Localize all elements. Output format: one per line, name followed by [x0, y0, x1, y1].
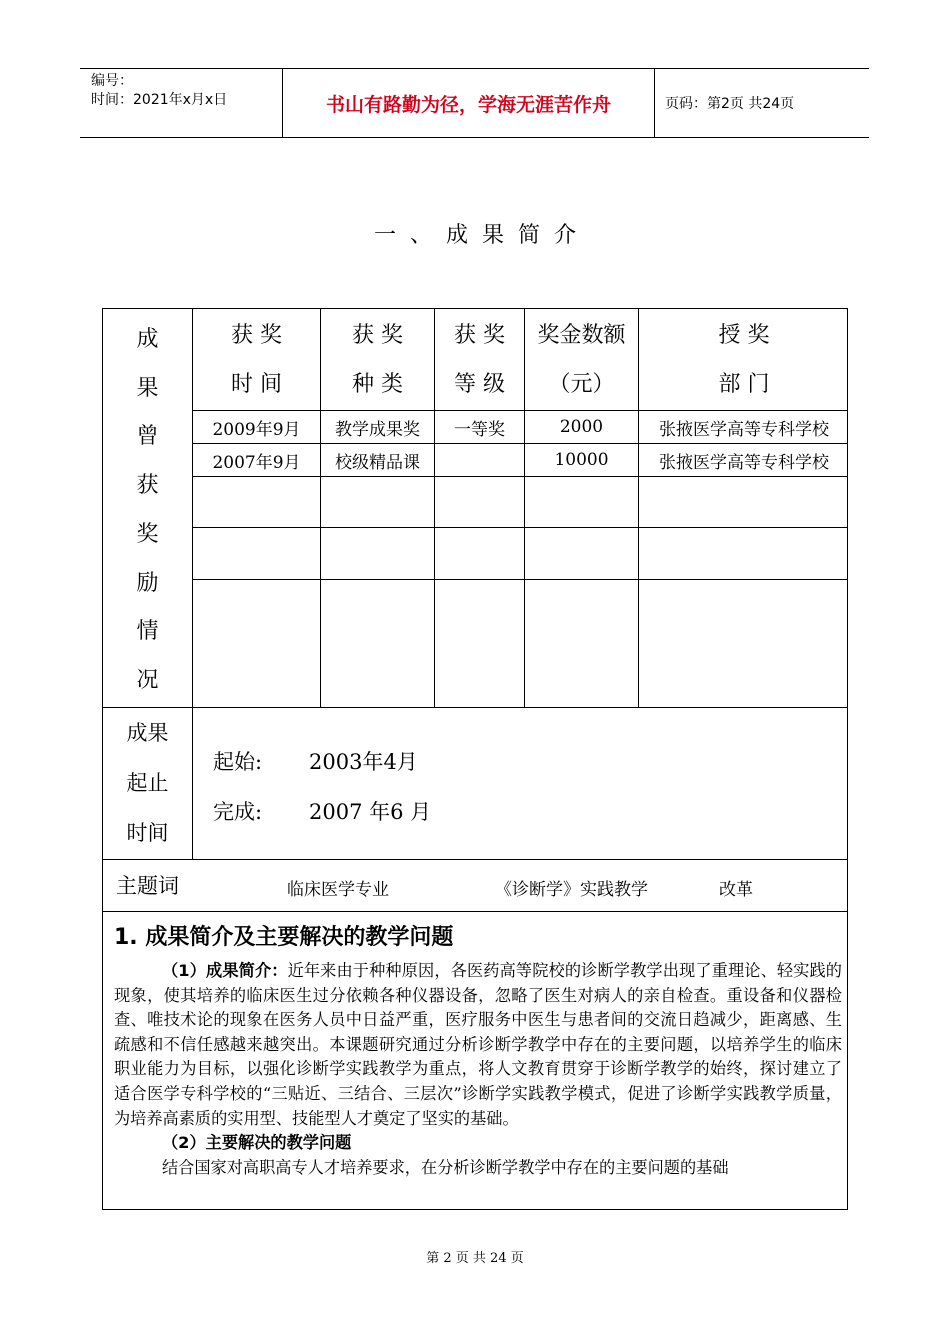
side-char: 励: [136, 570, 159, 596]
start-value: 2003年4月: [309, 750, 418, 774]
side-char: 成: [136, 326, 159, 352]
table-cell: 张掖医学高等专科学校: [659, 452, 829, 473]
header-page-info: 页码：第2页 共24页: [665, 96, 795, 112]
period-label-line: 起止: [126, 771, 169, 795]
divider: [103, 707, 848, 708]
summary-heading: 1. 成果简介及主要解决的教学问题: [114, 925, 454, 950]
header-line: 获 奖: [231, 322, 282, 348]
achievement-table: [102, 308, 848, 1210]
paragraph-label: （1）成果简介：: [162, 961, 288, 980]
header-award-type: [321, 309, 434, 410]
page-header: [80, 68, 869, 138]
header-meta: [80, 69, 282, 137]
divider: [192, 527, 848, 528]
keywords-label: 主题词: [116, 874, 179, 898]
period-values: [213, 737, 431, 837]
table-cell: 教学成果奖: [335, 419, 420, 440]
header-prize-amount: [525, 309, 638, 410]
period-label: [103, 707, 192, 859]
header-award-level: [435, 309, 524, 410]
table-cell: 2009年9月: [212, 419, 301, 440]
header-line: 等 级: [454, 371, 505, 397]
paragraph-text: 近年来由于种种原因，各医药高等院校的诊断学教学出现了重理论、轻实践的现象，使其培养的临床医生过分依赖各种仪器设备，忽略了医生对病人的亲自检查。重设备和仪器检查、唯技术论的现象在医务人员中日益严重，医疗服务中医生与患者间的交流日趋减少，距离感、生疏感和不信任感越来越突出。本课题研究通过分析诊断学教学中存在的主要问题，以培养学生的临床职业能力为目标，以强化诊断学实践教学为重点，将人文教育贯穿于诊断学教学的始终，探讨建立了适合医学专科学校的“三贴近、三结合、三层次”诊断学实践教学模式，促进了诊断学实践教学质量，为培养高素质的实用型、技能型人才奠定了坚实的基础。: [114, 961, 842, 1128]
divider: [192, 476, 848, 477]
date-label: 时间：2021年x月x日: [91, 92, 228, 108]
table-cell: 2000: [559, 417, 604, 437]
header-award-time: [193, 309, 320, 410]
number-label: 编号：: [91, 73, 133, 89]
header-line: 奖金数额: [537, 322, 626, 348]
period-label-line: 时间: [126, 821, 169, 845]
end-value: 2007 年6 月: [309, 800, 432, 824]
side-char: 果: [136, 375, 159, 401]
keyword: 临床医学专业: [287, 880, 389, 900]
start-label: 起始:: [213, 750, 263, 774]
divider: [192, 579, 848, 580]
table-cell: 张掖医学高等专科学校: [659, 419, 829, 440]
summary-section: [114, 923, 842, 1180]
summary-paragraph: 结合国家对高职高专人才培养要求，在分析诊断学教学中存在的主要问题的基础: [162, 1157, 729, 1177]
table-cell: [435, 444, 524, 476]
page-footer: 第 2 页 共 24 页: [426, 1251, 524, 1266]
header-line: 授 奖: [718, 322, 770, 348]
table-cell: 10000: [554, 450, 609, 470]
header-awarding-dept: [639, 309, 848, 410]
period-label-line: 成果: [126, 721, 169, 745]
divider: [103, 911, 848, 912]
section-title: 一、成果简介: [373, 223, 590, 248]
side-char: 奖: [136, 521, 159, 547]
header-line: 获 奖: [454, 322, 505, 348]
keyword: 《诊断学》实践教学: [495, 880, 648, 900]
header-line: 获 奖: [352, 322, 403, 348]
header-line: （元）: [548, 371, 615, 397]
period-end: [213, 787, 431, 837]
keyword: 改革: [719, 880, 753, 900]
side-char: 况: [136, 668, 159, 694]
side-char: 获: [136, 473, 159, 499]
awards-side-label: [103, 309, 192, 707]
table-cell: 校级精品课: [335, 452, 420, 473]
table-cell: 一等奖: [454, 419, 505, 440]
end-label: 完成:: [213, 800, 263, 824]
header-line: 种 类: [352, 371, 403, 397]
summary-paragraph: [114, 959, 842, 1131]
divider: [103, 859, 848, 860]
header-motto: 书山有路勤为径，学海无涯苦作舟: [282, 69, 655, 137]
subheading: （2）主要解决的教学问题: [162, 1133, 352, 1153]
period-start: [213, 737, 431, 787]
side-char: 曾: [136, 424, 159, 450]
header-line: 时 间: [231, 371, 282, 397]
table-cell: 2007年9月: [212, 452, 301, 473]
side-char: 情: [136, 619, 159, 645]
header-line: 部 门: [718, 371, 770, 397]
